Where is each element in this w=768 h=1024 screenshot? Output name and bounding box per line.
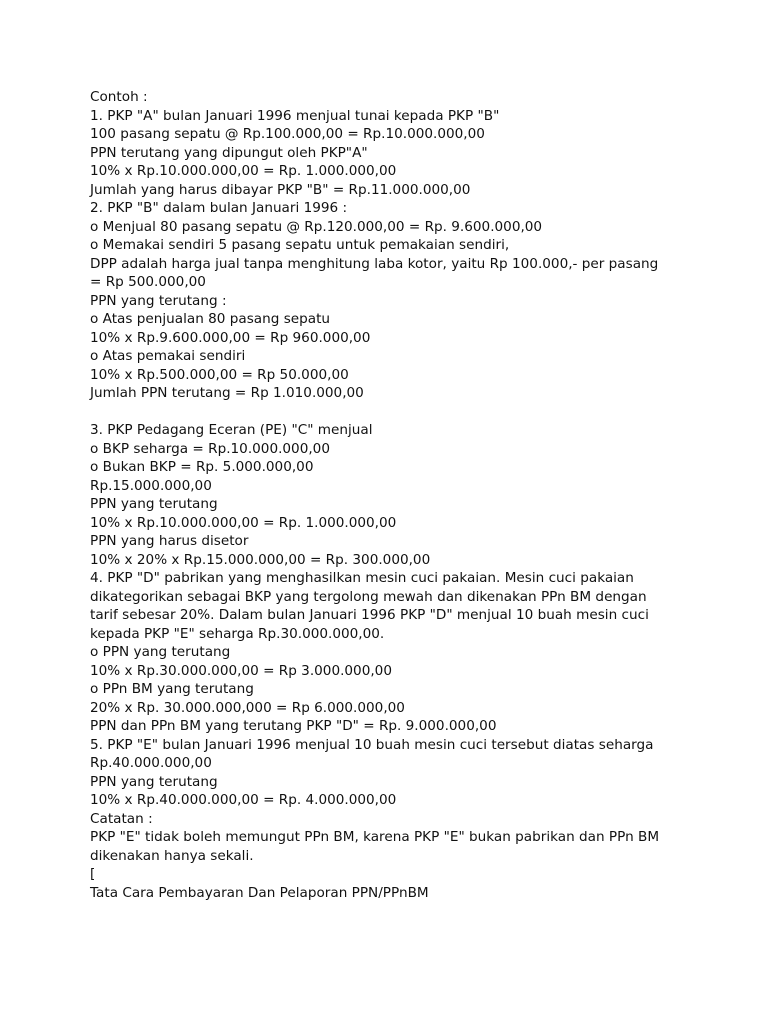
text-line: PPN yang terutang :	[90, 292, 227, 309]
text-line: 10% x 20% x Rp.15.000.000,00 = Rp. 300.000,00	[90, 551, 431, 568]
text-line: 10% x Rp.500.000,00 = Rp 50.000,00	[90, 366, 349, 383]
text-line: Jumlah yang harus dibayar PKP "B" = Rp.11.000.000,00	[90, 181, 471, 198]
text-line: o Bukan BKP = Rp. 5.000.000,00	[90, 459, 314, 475]
text-line: Rp.15.000.000,00	[90, 477, 212, 494]
text-line: 10% x Rp.10.000.000,00 = Rp. 1.000.000,00	[90, 163, 397, 179]
blank-line	[90, 403, 730, 422]
text-line: 10% x Rp.30.000.000,00 = Rp 3.000.000,00	[90, 662, 392, 679]
text-line: 100 pasang sepatu @ Rp.100.000,00 = Rp.10.000.000,00	[90, 126, 485, 142]
text-line: 10% x Rp.10.000.000,00 = Rp. 1.000.000,00	[90, 514, 397, 531]
text-line: Jumlah PPN terutang = Rp 1.010.000,00	[90, 385, 364, 401]
text-line: PPN terutang yang dipungut oleh PKP"A"	[90, 144, 368, 161]
text-line: o Memakai sendiri 5 pasang sepatu untuk pemakaian sendiri,	[90, 237, 510, 253]
text-line: o Atas pemakai sendiri	[90, 348, 246, 364]
text-line: PKP "E" tidak boleh memungut PPn BM, karena PKP "E" bukan pabrikan dan PPn BM	[90, 829, 660, 845]
text-line: Contoh :	[90, 89, 148, 105]
text-line: 4. PKP "D" pabrikan yang menghasilkan mesin cuci pakaian. Mesin cuci pakaian	[90, 570, 634, 586]
section-heading: Tata Cara Pembayaran Dan Pelaporan PPN/PPnBM	[90, 884, 429, 901]
text-line: 3. PKP Pedagang Eceran (PE) "C" menjual	[90, 422, 373, 438]
text-line: dikenakan hanya sekali.	[90, 847, 254, 864]
document-body	[90, 88, 730, 902]
text-line: o BKP seharga = Rp.10.000.000,00	[90, 440, 330, 457]
text-line: 20% x Rp. 30.000.000,000 = Rp 6.000.000,00	[90, 699, 405, 716]
text-line: [	[90, 866, 96, 882]
text-line: PPN yang harus disetor	[90, 533, 249, 549]
text-line: 10% x Rp.40.000.000,00 = Rp. 4.000.000,00	[90, 792, 397, 808]
text-line: tarif sebesar 20%. Dalam bulan Januari 1996 PKP "D" menjual 10 buah mesin cuci	[90, 607, 649, 623]
text-line: PPN yang terutang	[90, 496, 218, 512]
text-line: 2. PKP "B" dalam bulan Januari 1996 :	[90, 200, 348, 216]
text-line: DPP adalah harga jual tanpa menghitung laba kotor, yaitu Rp 100.000,- per pasang	[90, 255, 659, 272]
text-line: 1. PKP "A" bulan Januari 1996 menjual tunai kepada PKP "B"	[90, 107, 500, 124]
text-line: o PPn BM yang terutang	[90, 681, 254, 697]
text-line: kepada PKP "E" seharga Rp.30.000.000,00.	[90, 625, 385, 642]
text-line: Rp.40.000.000,00	[90, 755, 212, 771]
text-line: o Menjual 80 pasang sepatu @ Rp.120.000,00 = Rp. 9.600.000,00	[90, 218, 543, 235]
text-line: Catatan :	[90, 810, 153, 827]
text-line: PPN yang terutang	[90, 773, 218, 790]
text-line: PPN dan PPn BM yang terutang PKP "D" = Rp. 9.000.000,00	[90, 718, 497, 734]
text-line: o PPN yang terutang	[90, 644, 231, 660]
text-line: o Atas penjualan 80 pasang sepatu	[90, 311, 331, 327]
text-line: 10% x Rp.9.600.000,00 = Rp 960.000,00	[90, 329, 371, 346]
text-line: dikategorikan sebagai BKP yang tergolong mewah dan dikenakan PPn BM dengan	[90, 588, 647, 605]
text-line: 5. PKP "E" bulan Januari 1996 menjual 10 buah mesin cuci tersebut diatas seharga	[90, 736, 654, 753]
text-line: = Rp 500.000,00	[90, 274, 206, 290]
